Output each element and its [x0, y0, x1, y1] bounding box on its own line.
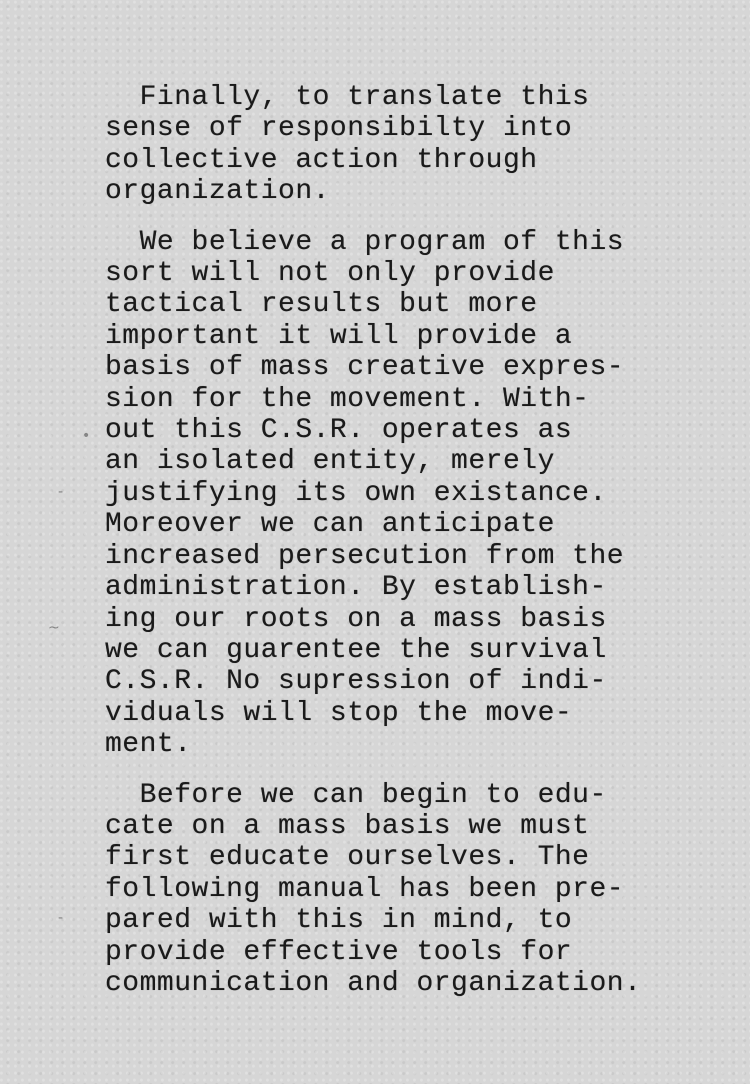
margin-dot: • [82, 428, 91, 444]
paragraph-2 [105, 227, 745, 761]
text-line: sion for the movement. With- [105, 383, 590, 415]
text-line: pared with this in mind, to [105, 905, 573, 937]
text-line: ment. [105, 729, 192, 761]
text-line: communication and organization. [105, 967, 642, 999]
text-line: following manual has been pre- [105, 873, 625, 905]
text-line: Before we can begin to edu- [105, 779, 607, 811]
text-line: provide effective tools for [105, 936, 573, 968]
text-line: important it will provide a [105, 320, 573, 352]
text-line: viduals will stop the move- [105, 697, 573, 729]
text-line: Finally, to translate this [105, 82, 590, 113]
text-line: cate on a mass basis we must [105, 810, 590, 842]
paragraph-1 [105, 82, 745, 208]
text-line: ing our roots on a mass basis [105, 603, 607, 635]
text-line: sort will not only provide [105, 258, 555, 290]
text-line: first educate ourselves. The [105, 842, 590, 874]
text-line: tactical results but more [105, 289, 538, 321]
margin-smudge: ~ [48, 620, 60, 636]
text-line: we can guarentee the survival [105, 634, 607, 666]
text-line: organization. [105, 176, 330, 208]
margin-dash: - [58, 910, 64, 926]
typewritten-text [105, 82, 745, 1018]
text-line: basis of mass creative expres- [105, 352, 625, 384]
margin-dash: - [58, 484, 64, 500]
text-line: increased persecution from the [105, 540, 625, 572]
text-line: justifying its own existance. [105, 477, 607, 509]
paragraph-3 [105, 780, 745, 1000]
text-line: collective action through [105, 144, 538, 176]
text-line: Moreover we can anticipate [105, 509, 555, 541]
text-line: sense of responsibilty into [105, 113, 573, 145]
text-line: an isolated entity, merely [105, 446, 555, 478]
text-line: administration. By establish- [105, 572, 607, 604]
text-line: out this C.S.R. operates as [105, 415, 573, 447]
text-line: C.S.R. No supression of indi- [105, 666, 607, 698]
text-line: We believe a program of this [105, 226, 625, 258]
